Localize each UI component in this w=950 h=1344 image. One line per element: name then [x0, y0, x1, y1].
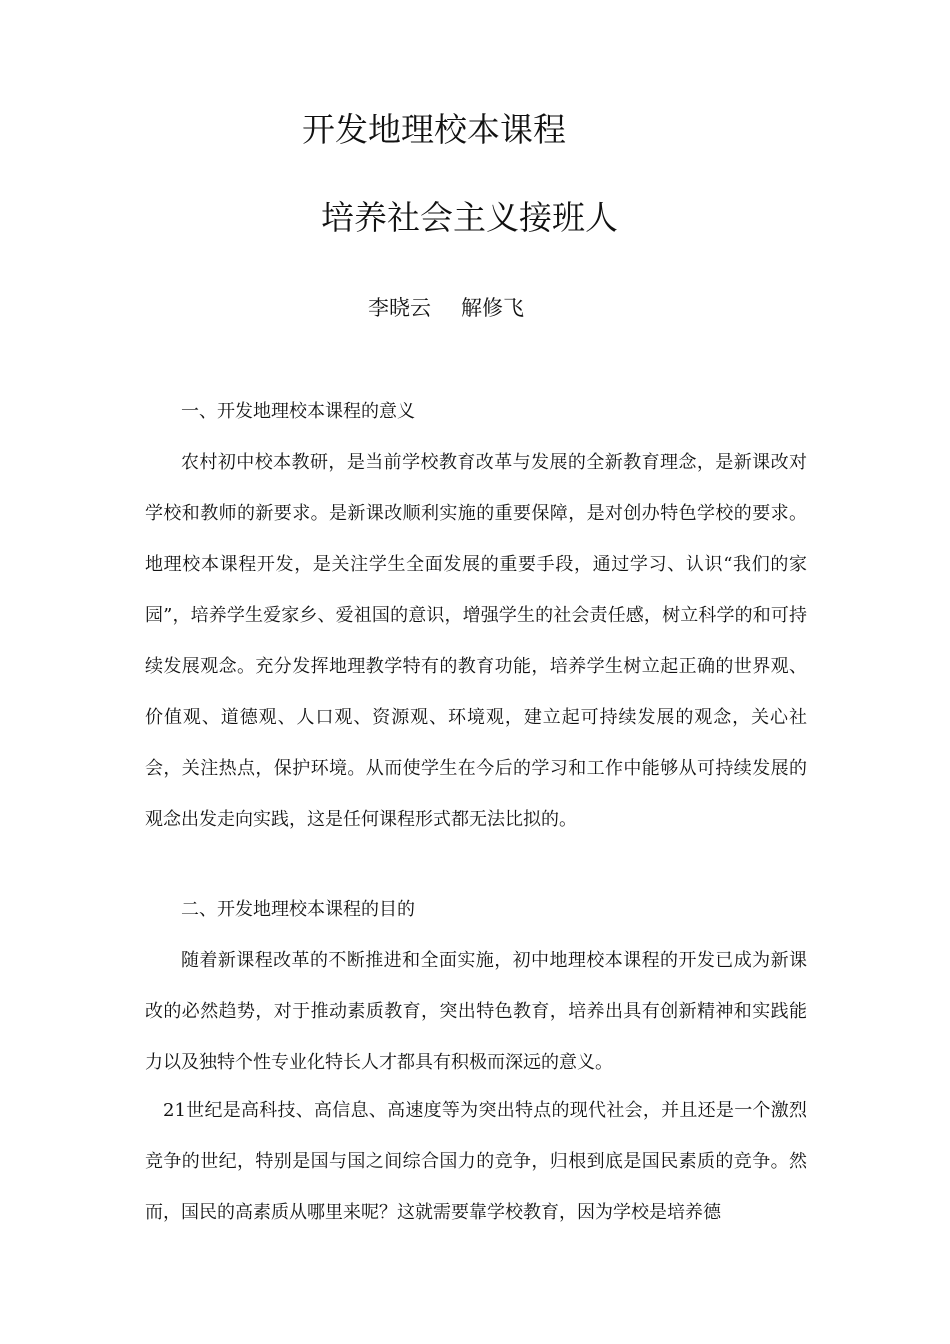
section-heading: 一、开发地理校本课程的意义	[181, 401, 415, 422]
section-heading: 二、开发地理校本课程的目的	[181, 899, 415, 920]
author-name: 解修飞	[461, 296, 524, 320]
document-title-line-1: 开发地理校本课程	[302, 110, 566, 149]
document-title-line-2: 培养社会主义接班人	[321, 198, 618, 237]
body-paragraph: 农村初中校本教研，是当前学校教育改革与发展的全新教育理念，是新课改对学校和教师的新要求。是新课改顺利实施的重要保障，是对创办特色学校的要求。地理校本课程开发，是关注学生全面发展的重要手段，通过学习、认识“我们的家园”，培养学生爱家乡、爱祖国的意识，增强学生的社会责任感，树立科学的和可持续发展观念。充分发挥地理教学特有的教育功能，培养学生树立起正确的世界观、价值观、道德观、人口观、资源观、环境观，建立起可持续发展的观念，关心社会，关注热点，保护环境。从而使学生在今后的学习和工作中能够从可持续发展的观念出发走向实践，这是任何课程形式都无法比拟的。	[145, 452, 807, 830]
author-list	[368, 294, 524, 322]
body-paragraph: 21世纪是高科技、高信息、高速度等为突出特点的现代社会，并且还是一个激烈竞争的世纪，特别是国与国之间综合国力的竞争，归根到底是国民素质的竞争。然而，国民的高素质从哪里来呢？这就需要靠学校教育，因为学校是培养德	[145, 1100, 807, 1223]
author-name: 李晓云	[368, 296, 431, 320]
body-paragraph: 随着新课程改革的不断推进和全面实施，初中地理校本课程的开发已成为新课改的必然趋势，对于推动素质教育，突出特色教育，培养出具有创新精神和实践能力以及独特个性专业化特长人才都具有积极而深远的意义。	[145, 950, 807, 1073]
